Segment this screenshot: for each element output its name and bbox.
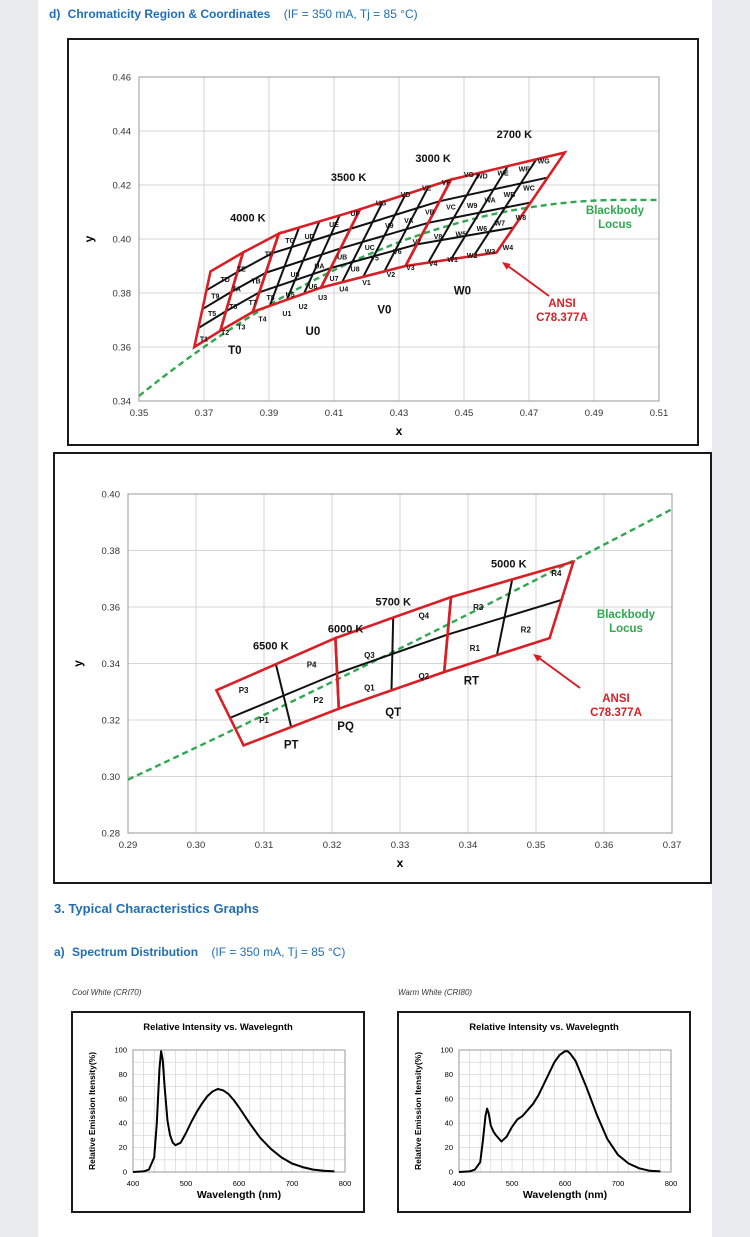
bin-group-label: PT	[283, 739, 299, 752]
region-q	[335, 597, 451, 709]
x-tick-label: 0.41	[324, 408, 344, 419]
spectrum-line	[133, 1051, 334, 1172]
bin-label: W3	[484, 248, 496, 256]
x-tick-label: 700	[285, 1179, 299, 1188]
y-tick-label: 0.36	[112, 342, 131, 354]
bin-group-label: U0	[305, 325, 321, 338]
x-tick-label: 0.37	[194, 408, 214, 419]
bin-label: W8	[515, 215, 527, 223]
x-tick-label: 800	[338, 1179, 352, 1188]
x-tick-label: 600	[558, 1179, 572, 1188]
bin-label: UC	[364, 244, 375, 252]
bin-label: UD	[304, 234, 315, 241]
x-tick-label: 0.37	[662, 840, 682, 851]
x-tick-label: 400	[126, 1179, 140, 1188]
y-tick-label: 0.38	[112, 288, 131, 300]
cct-label: 5700 K	[375, 596, 411, 609]
y-tick-label: 0	[448, 1167, 453, 1177]
bin-group-label: RT	[463, 675, 480, 688]
bin-label: UG	[375, 200, 387, 208]
bin-label: VG	[463, 171, 474, 179]
y-tick-label: 0.40	[112, 234, 131, 246]
bin-label: WE	[497, 170, 509, 178]
bin-label: T5	[208, 310, 217, 318]
bin-label: TD	[220, 277, 230, 285]
bin-label: V5	[370, 255, 379, 263]
bin-group-label: W0	[453, 285, 471, 298]
chart-title: Relative Intensity vs. Wavelegnth	[469, 1022, 619, 1033]
x-tick-label: 800	[664, 1179, 678, 1188]
region-p	[216, 638, 338, 745]
x-tick-label: 0.32	[322, 840, 342, 851]
bin-label: V2	[386, 271, 396, 279]
x-tick-label: 700	[611, 1179, 625, 1188]
bin-label: W4	[502, 244, 514, 252]
y-tick-label: 0.34	[101, 659, 120, 670]
x-tick-label: 0.34	[458, 840, 478, 851]
bin-label: U7	[329, 275, 339, 283]
x-tick-label: 600	[232, 1179, 246, 1188]
plot-area	[71, 490, 681, 871]
spectrum-cool-caption: Cool White (CRI70)	[72, 988, 142, 997]
plot-area	[87, 1022, 351, 1201]
cct-label: 2700 K	[496, 128, 533, 141]
bin-label: U2	[298, 304, 308, 312]
section-d-title: Chromaticity Region & Coordinates	[67, 7, 271, 21]
section-a-title: Spectrum Distribution	[72, 945, 199, 959]
bin-group-label: T0	[228, 344, 242, 357]
spectrum-chart-warm-svg	[399, 1013, 689, 1211]
y-tick-label: 0.28	[101, 828, 120, 840]
bin-label: V9	[384, 223, 394, 231]
bin-label: VD	[400, 192, 411, 200]
bin-label: W1	[447, 256, 458, 264]
bin-label: WG	[537, 158, 550, 166]
y-tick-label: 0.40	[101, 489, 120, 501]
x-tick-label: 0.30	[186, 840, 206, 851]
bin-label: VE	[421, 185, 432, 193]
y-tick-label: 20	[118, 1143, 127, 1153]
y-tick-label: 0.32	[101, 715, 120, 727]
bin-label: TA	[232, 286, 241, 294]
bin-label: T1	[199, 336, 209, 344]
y-tick-label: 40	[444, 1118, 453, 1128]
x-axis-label: Wavelength (nm)	[522, 1189, 608, 1201]
y-tick-label: 100	[114, 1045, 127, 1055]
y-tick-label: 20	[444, 1143, 453, 1153]
bin-label: T4	[258, 316, 267, 324]
bin-label: TG	[285, 238, 295, 246]
chromaticity-chart-warm-svg	[69, 40, 697, 444]
y-tick-label: 0.36	[101, 602, 120, 614]
x-axis-label: x	[395, 424, 403, 438]
bin-group-label: V0	[377, 304, 392, 317]
bin-label: T7	[248, 300, 257, 308]
bin-label: WC	[523, 185, 535, 193]
x-tick-label: 0.39	[259, 408, 279, 419]
y-tick-label: 60	[118, 1094, 127, 1104]
y-tick-label: 0.30	[101, 772, 120, 783]
x-tick-label: 0.43	[389, 408, 409, 419]
y-tick-label: 80	[118, 1069, 127, 1079]
bin-label: U1	[282, 310, 292, 318]
y-tick-label: 40	[118, 1118, 127, 1128]
x-tick-label: 0.31	[254, 840, 274, 851]
x-axis-label: x	[396, 856, 404, 870]
bin-label: T6	[229, 304, 238, 312]
x-tick-label: 0.51	[649, 408, 669, 419]
x-tick-label: 500	[179, 1179, 193, 1188]
section-d-conditions: (IF = 350 mA, Tj = 85 °C)	[283, 7, 418, 21]
bin-label: W9	[466, 202, 478, 210]
y-axis-label: Relative Emission Itensity(%)	[413, 1051, 423, 1171]
section-a-prefix: a)	[54, 945, 65, 959]
cct-label: 5000 K	[491, 558, 527, 571]
bin-label: P1	[259, 715, 269, 725]
bin-label: W5	[455, 231, 466, 239]
y-tick-label: 0.46	[112, 72, 131, 84]
chart-title: Relative Intensity vs. Wavelegnth	[143, 1022, 293, 1033]
bin-label: V8	[433, 234, 443, 241]
bin-label: VB	[425, 209, 435, 217]
bin-label: VC	[446, 204, 456, 212]
bin-label: WD	[476, 173, 488, 181]
x-tick-label: 0.49	[584, 408, 604, 419]
y-tick-label: 0	[122, 1167, 127, 1177]
bin-label: U3	[318, 294, 328, 302]
bin-label: W7	[494, 220, 505, 228]
y-axis-label: Relative Emission Itensity(%)	[87, 1051, 97, 1171]
y-tick-label: 100	[440, 1045, 453, 1055]
x-tick-label: 0.33	[390, 840, 410, 851]
cct-label: 6000 K	[327, 623, 364, 636]
bin-group-label: QT	[385, 706, 402, 719]
y-axis-label: y	[71, 660, 85, 667]
section-a-conditions: (IF = 350 mA, Tj = 85 °C)	[211, 945, 346, 959]
bin-label: P2	[313, 696, 324, 706]
bin-label: UE	[329, 221, 339, 229]
ansi-label: ANSI C78.377A	[590, 693, 642, 719]
spectrum-warm-caption: Warm White (CRI80)	[398, 988, 473, 997]
bin-label: T3	[237, 324, 246, 332]
x-axis-label: Wavelength (nm)	[196, 1189, 282, 1201]
bin-label: U4	[339, 286, 349, 294]
bin-label: Q2	[418, 672, 430, 682]
section-d-prefix: d)	[49, 7, 61, 21]
bin-label: TE	[236, 266, 246, 274]
x-tick-label: 0.35	[129, 408, 149, 419]
bin-label: VF	[441, 180, 451, 187]
cct-label: 3000 K	[415, 153, 451, 166]
y-axis-label: y	[82, 235, 96, 243]
bin-label: U8	[350, 266, 360, 274]
ansi-arrow-shaft	[508, 266, 549, 296]
spectrum-chart-cool-svg	[73, 1013, 363, 1211]
bin-label: WB	[503, 192, 516, 200]
bin-label: V4	[428, 261, 438, 268]
bin-label: V6	[393, 248, 402, 256]
bin-label: R3	[473, 602, 484, 612]
bin-label: U6	[308, 283, 318, 291]
plot-area	[413, 1022, 677, 1201]
bin-label: VA	[404, 217, 414, 225]
ansi-arrow-shaft	[539, 658, 580, 688]
spectrum-chart-cool	[71, 1011, 365, 1213]
y-tick-label: 0.44	[112, 126, 131, 138]
y-tick-label: 80	[444, 1069, 453, 1079]
bin-label: T2	[221, 329, 230, 337]
y-tick-label: 60	[444, 1094, 453, 1104]
section-3-heading: 3. Typical Characteristics Graphs	[54, 901, 259, 916]
spectrum-line	[459, 1051, 660, 1172]
bin-label: TB	[251, 278, 261, 286]
spectrum-chart-warm	[397, 1011, 691, 1213]
section-a-heading	[54, 945, 345, 959]
cct-label: 3500 K	[330, 171, 367, 184]
x-tick-label: 0.35	[526, 840, 546, 851]
section-d-heading	[49, 7, 418, 21]
bin-label: V1	[362, 279, 371, 287]
y-tick-label: 0.42	[112, 180, 131, 192]
y-tick-label: 0.34	[112, 396, 131, 408]
chromaticity-chart-warm	[67, 38, 699, 446]
plot-area	[82, 73, 668, 439]
bin-label: UA	[314, 263, 325, 271]
cct-label: 4000 K	[230, 212, 266, 225]
bin-label: Q4	[418, 611, 430, 621]
x-tick-label: 0.29	[118, 840, 138, 851]
bin-label: V3	[406, 265, 415, 273]
bin-label: P4	[306, 660, 317, 670]
bin-label: W2	[466, 252, 478, 260]
bin-label: T9	[211, 293, 220, 301]
chromaticity-chart-cool	[53, 452, 712, 884]
bin-label: R4	[551, 568, 562, 578]
ansi-label: ANSI C78.377A	[536, 298, 588, 324]
blackbody-locus-label: Blackbody Locus	[596, 609, 656, 635]
x-tick-label: 400	[452, 1179, 466, 1188]
bin-label: TF	[264, 251, 274, 259]
y-tick-label: 0.38	[101, 546, 120, 557]
bin-label: W6	[476, 225, 488, 233]
bin-group-label: PQ	[337, 720, 354, 733]
bin-label: Q1	[364, 683, 375, 693]
blackbody-locus-label: Blackbody Locus	[585, 205, 645, 231]
bin-label: U5	[285, 292, 295, 300]
bin-label: WF	[518, 166, 530, 174]
bin-label: U9	[290, 271, 300, 279]
bin-label: R2	[520, 625, 531, 635]
chromaticity-chart-cool-svg	[55, 454, 710, 882]
bin-label: Q3	[364, 650, 375, 660]
region-outline	[216, 638, 338, 745]
bin-label: WA	[484, 197, 496, 205]
x-tick-label: 0.45	[454, 408, 474, 419]
bin-label: R1	[469, 643, 480, 653]
cct-label: 6500 K	[253, 640, 289, 653]
bin-label: UB	[337, 254, 348, 262]
bin-label: V7	[412, 239, 422, 247]
bin-label: UF	[350, 211, 360, 219]
bin-label: T8	[266, 294, 275, 302]
x-tick-label: 0.47	[519, 408, 539, 419]
x-tick-label: 500	[505, 1179, 519, 1188]
bin-label: P3	[238, 686, 249, 696]
x-tick-label: 0.36	[594, 840, 614, 851]
